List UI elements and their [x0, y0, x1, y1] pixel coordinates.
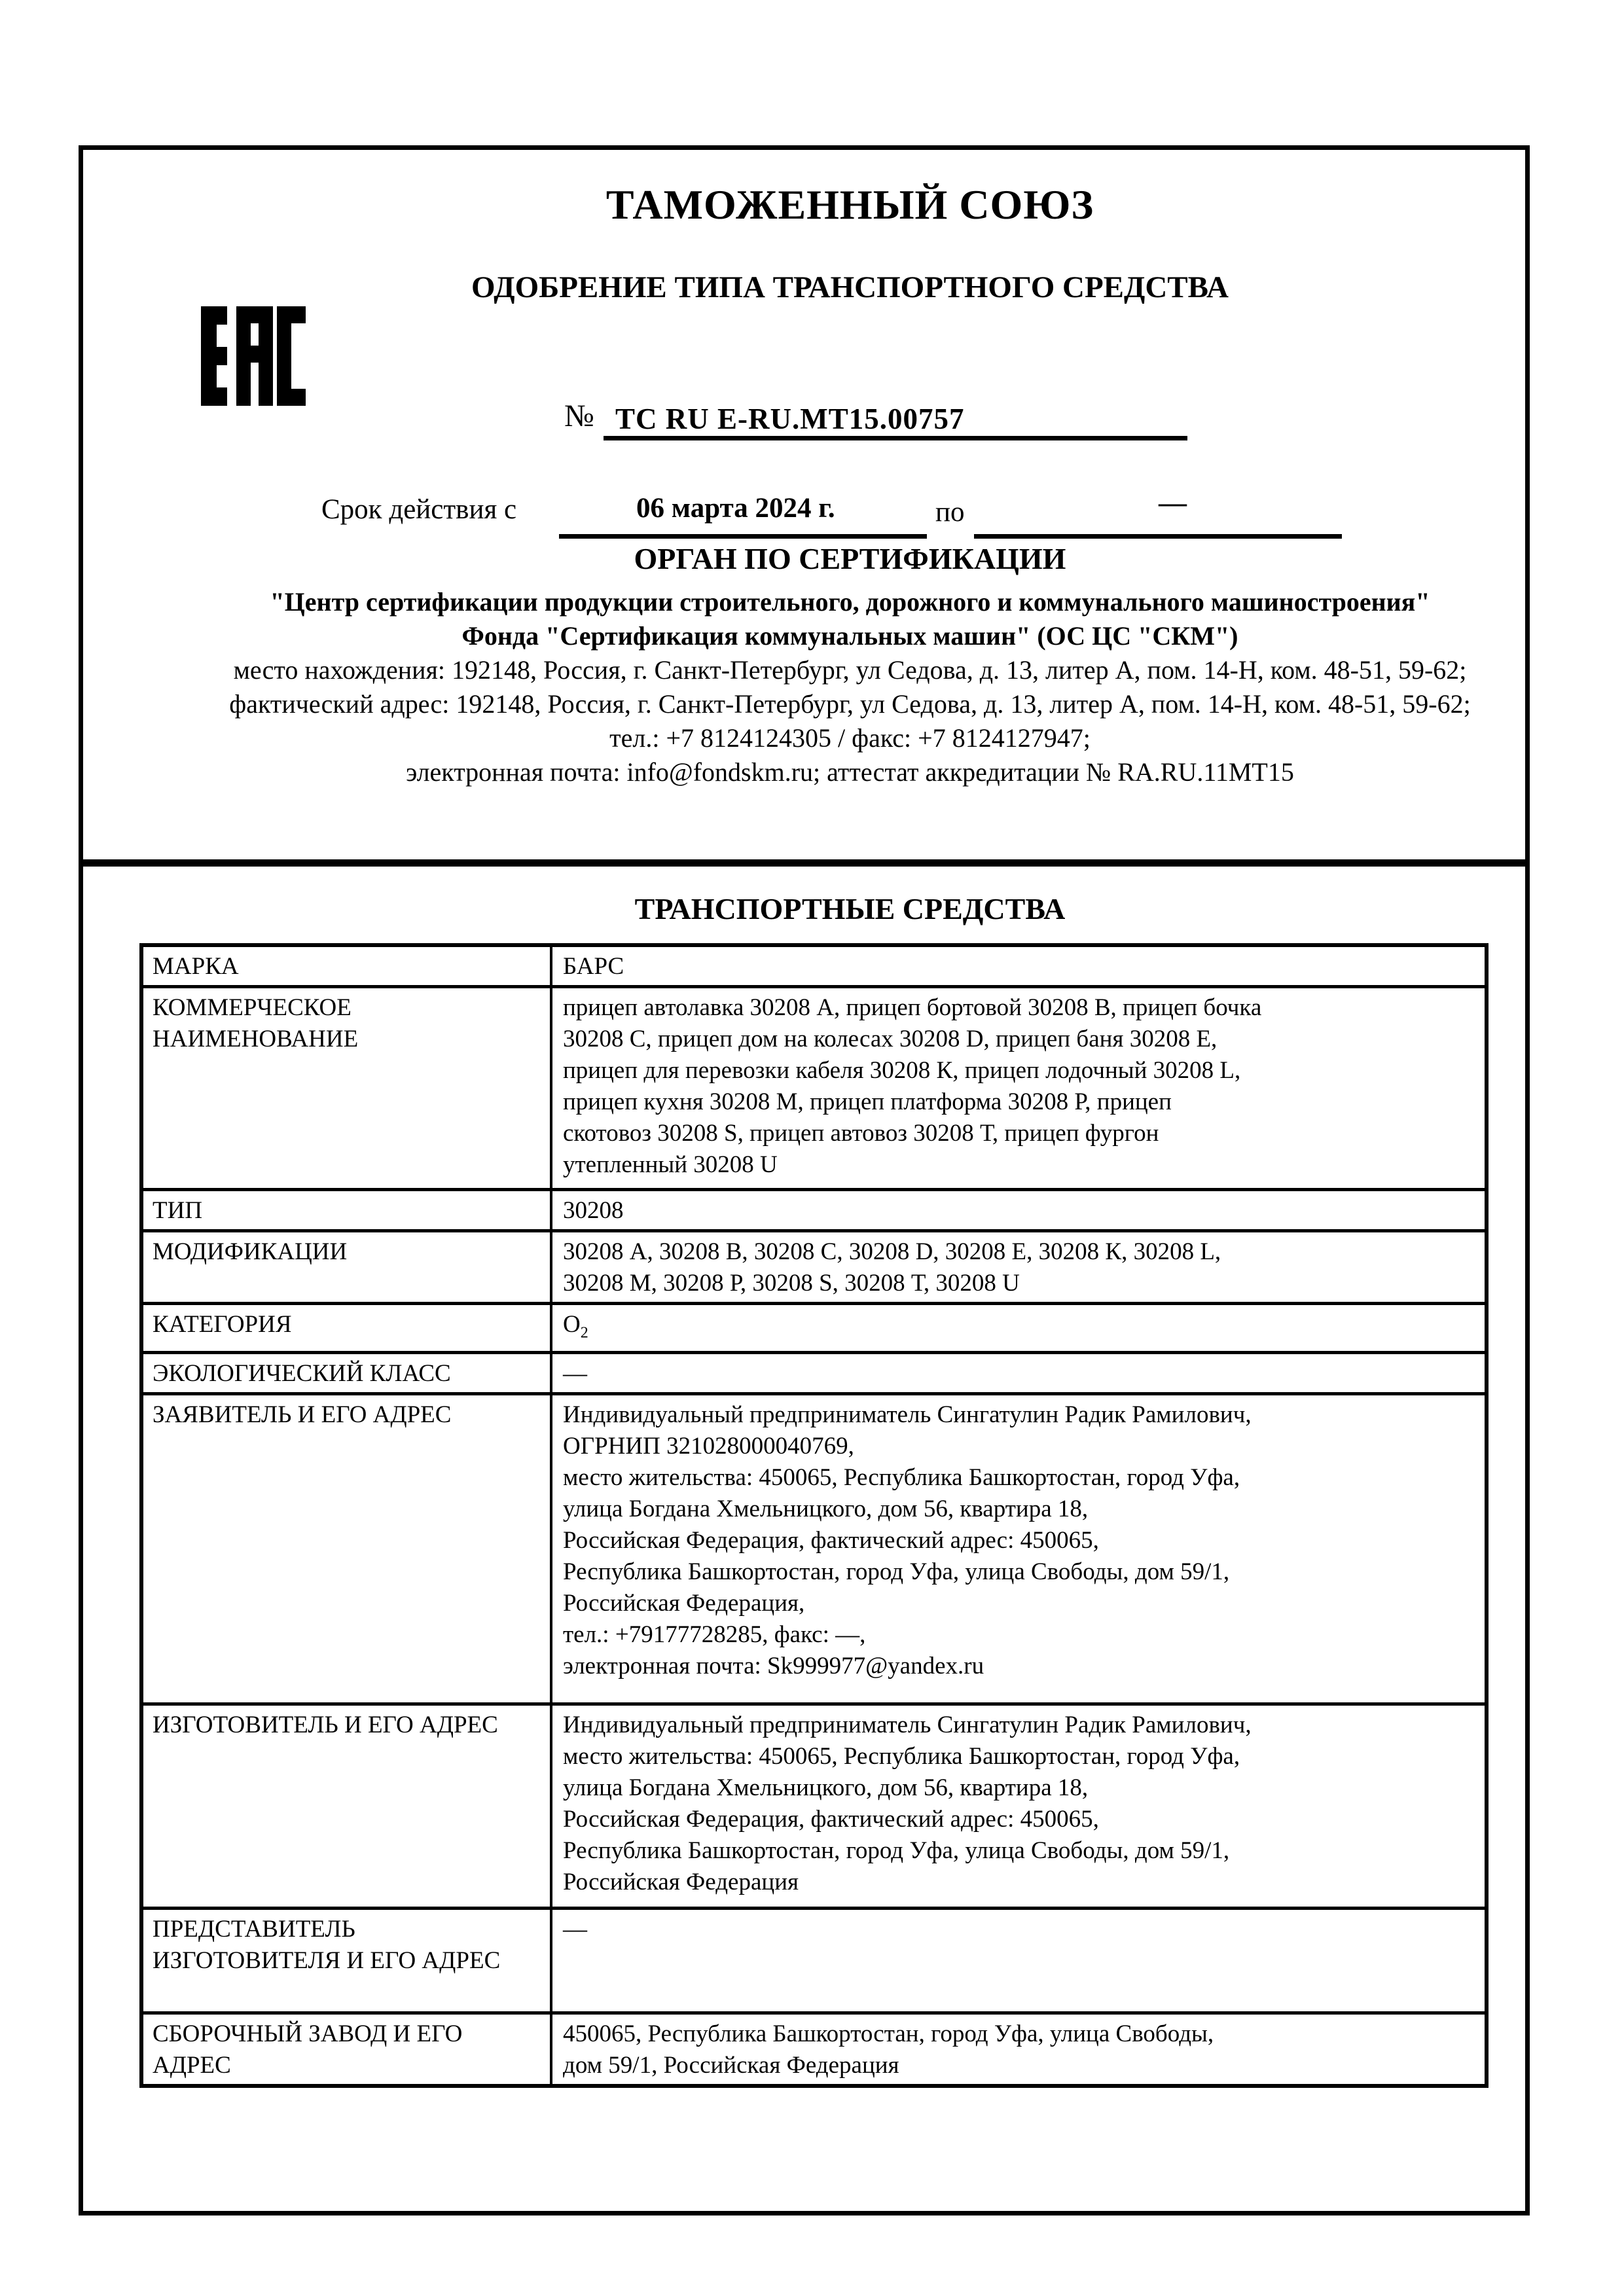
value-line: скотовоз 30208 S, прицеп автовоз 30208 Т, прицеп фургон — [563, 1120, 1159, 1147]
validity-to-underline — [974, 534, 1342, 539]
union-title: ТАМОЖЕННЫЙ СОЮЗ — [605, 181, 1094, 228]
row-label-assembly-plant: СБОРОЧНЫЙ ЗАВОД И ЕГО АДРЕС — [141, 2013, 551, 2087]
value-line: ОГРНИП 321028000040769, — [563, 1433, 854, 1460]
row-label-manufacturer: ИЗГОТОВИТЕЛЬ И ЕГО АДРЕС — [141, 1704, 551, 1909]
table-row-assembly-plant — [141, 2013, 1487, 2087]
row-label-applicant: ЗАЯВИТЕЛЬ И ЕГО АДРЕС — [141, 1394, 551, 1704]
certification-body-email-accreditation: электронная почта: info@fondskm.ru; аттестат аккредитации № RA.RU.11MT15 — [406, 757, 1294, 787]
table-row-eco-class — [141, 1353, 1487, 1394]
row-label-type: ТИП — [141, 1190, 551, 1231]
table-row-manufacturer — [141, 1704, 1487, 1909]
value-line: Российская Федерация, фактический адрес: 450065, — [563, 1527, 1099, 1554]
value-line: Республика Башкортостан, город Уфа, улица Свободы, дом 59/1, — [563, 1558, 1230, 1586]
row-value-type: 30208 — [551, 1190, 1487, 1231]
row-value-manufacturer — [551, 1704, 1487, 1909]
table-row-modifications — [141, 1231, 1487, 1304]
table-row-commercial-name — [141, 987, 1487, 1190]
row-label-eco-class: ЭКОЛОГИЧЕСКИЙ КЛАСС — [141, 1353, 551, 1394]
row-label-modifications: МОДИФИКАЦИИ — [141, 1231, 551, 1304]
value-line: прицеп для перевозки кабеля 30208 К, прицеп лодочный 30208 L, — [563, 1057, 1241, 1084]
table-row-type — [141, 1190, 1487, 1231]
validity-to-value: — — [1159, 488, 1187, 518]
table-row-category — [141, 1304, 1487, 1353]
row-value-category — [551, 1304, 1487, 1353]
value-line: Республика Башкортостан, город Уфа, улица Свободы, дом 59/1, — [563, 1837, 1230, 1865]
row-label-commercial-name: КОММЕРЧЕСКОЕ НАИМЕНОВАНИЕ — [141, 987, 551, 1190]
certification-body-phone-fax: тел.: +7 8124124305 / факс: +7 8124127947; — [609, 723, 1091, 753]
value-line: Российская Федерация — [563, 1869, 799, 1896]
value-line: утепленный 30208 U — [563, 1151, 778, 1178]
category-subscript: 2 — [580, 1324, 588, 1342]
number-sign-label: № — [564, 399, 594, 433]
value-line: прицеп автолавка 30208 А, прицеп бортовой 30208 В, прицеп бочка — [563, 994, 1262, 1021]
validity-from-date: 06 марта 2024 г. — [636, 493, 835, 524]
validity-from-underline — [559, 534, 927, 539]
value-line: 30208 А, 30208 В, 30208 С, 30208 D, 30208 Е, 30208 К, 30208 L, — [563, 1238, 1221, 1265]
table-row-applicant — [141, 1394, 1487, 1704]
row-value-commercial-name — [551, 987, 1487, 1190]
row-value-brand: БАРС — [551, 945, 1487, 987]
certification-body-actual-address: фактический адрес: 192148, Россия, г. Санкт-Петербург, ул Седова, д. 13, литер А, пом. 14-Н, ком. 48-51, 59-62; — [229, 689, 1471, 719]
row-label-brand: МАРКА — [141, 945, 551, 987]
value-line: Российская Федерация, — [563, 1590, 805, 1617]
vehicles-table — [139, 943, 1489, 2088]
table-row-brand — [141, 945, 1487, 987]
certificate-number: ТС RU Е-RU.МТ15.00757 — [615, 403, 965, 435]
value-line: Индивидуальный предприниматель Сингатулин Радик Рамилович, — [563, 1712, 1252, 1739]
category-value: О — [563, 1311, 581, 1338]
value-line: место жительства: 450065, Республика Башкортостан, город Уфа, — [563, 1743, 1240, 1770]
certificate-number-underline — [604, 436, 1187, 440]
table-row-representative — [141, 1909, 1487, 2013]
certification-body-heading: ОРГАН ПО СЕРТИФИКАЦИИ — [634, 542, 1066, 575]
value-line: 30208 С, прицеп дом на колесах 30208 D, прицеп баня 30208 Е, — [563, 1026, 1218, 1052]
certification-body-location: место нахождения: 192148, Россия, г. Санкт-Петербург, ул Седова, д. 13, литер А, пом. 14-Н, ком. 48-51, 59-62; — [233, 655, 1467, 685]
row-label-category: КАТЕГОРИЯ — [141, 1304, 551, 1353]
certification-body-name-line1: "Центр сертификации продукции строительного, дорожного и коммунального машиностроения" — [270, 587, 1430, 617]
value-line: улица Богдана Хмельницкого, дом 56, квартира 18, — [563, 1496, 1089, 1523]
value-line: Индивидуальный предприниматель Сингатулин Радик Рамилович, — [563, 1401, 1252, 1429]
value-line: электронная почта: Sk999977@yandex.ru — [563, 1653, 984, 1680]
value-line: улица Богдана Хмельницкого, дом 56, квартира 18, — [563, 1774, 1089, 1802]
value-line: место жительства: 450065, Республика Башкортостан, город Уфа, — [563, 1464, 1240, 1492]
value-line: прицеп кухня 30208 М, прицеп платформа 30208 Р, прицеп — [563, 1088, 1172, 1115]
row-value-modifications — [551, 1231, 1487, 1304]
validity-to-label: по — [935, 497, 965, 528]
value-line: тел.: +79177728285, факс: —, — [563, 1621, 866, 1649]
row-value-eco-class: — — [551, 1353, 1487, 1394]
row-value-applicant — [551, 1394, 1487, 1704]
value-line: дом 59/1, Российская Федерация — [563, 2052, 899, 2079]
row-label-representative: ПРЕДСТАВИТЕЛЬ ИЗГОТОВИТЕЛЯ И ЕГО АДРЕС — [141, 1909, 551, 2013]
certification-body-name-line2: Фонда "Сертификация коммунальных машин" (ОС ЦС "СКМ") — [461, 621, 1238, 651]
vehicles-heading: ТРАНСПОРТНЫЕ СРЕДСТВА — [634, 892, 1066, 925]
document-title: ОДОБРЕНИЕ ТИПА ТРАНСПОРТНОГО СРЕДСТВА — [471, 270, 1229, 304]
row-value-representative: — — [551, 1909, 1487, 2013]
validity-prefix-label: Срок действия с — [321, 494, 517, 525]
section-divider — [79, 859, 1530, 867]
eac-logo-icon — [201, 306, 306, 406]
value-line: Российская Федерация, фактический адрес: 450065, — [563, 1806, 1099, 1833]
certification-body-block — [79, 542, 1530, 789]
value-line: 450065, Республика Башкортостан, город Уфа, улица Свободы, — [563, 2020, 1214, 2048]
value-line: 30208 М, 30208 Р, 30208 S, 30208 Т, 30208 U — [563, 1270, 1020, 1297]
row-value-assembly-plant — [551, 2013, 1487, 2087]
